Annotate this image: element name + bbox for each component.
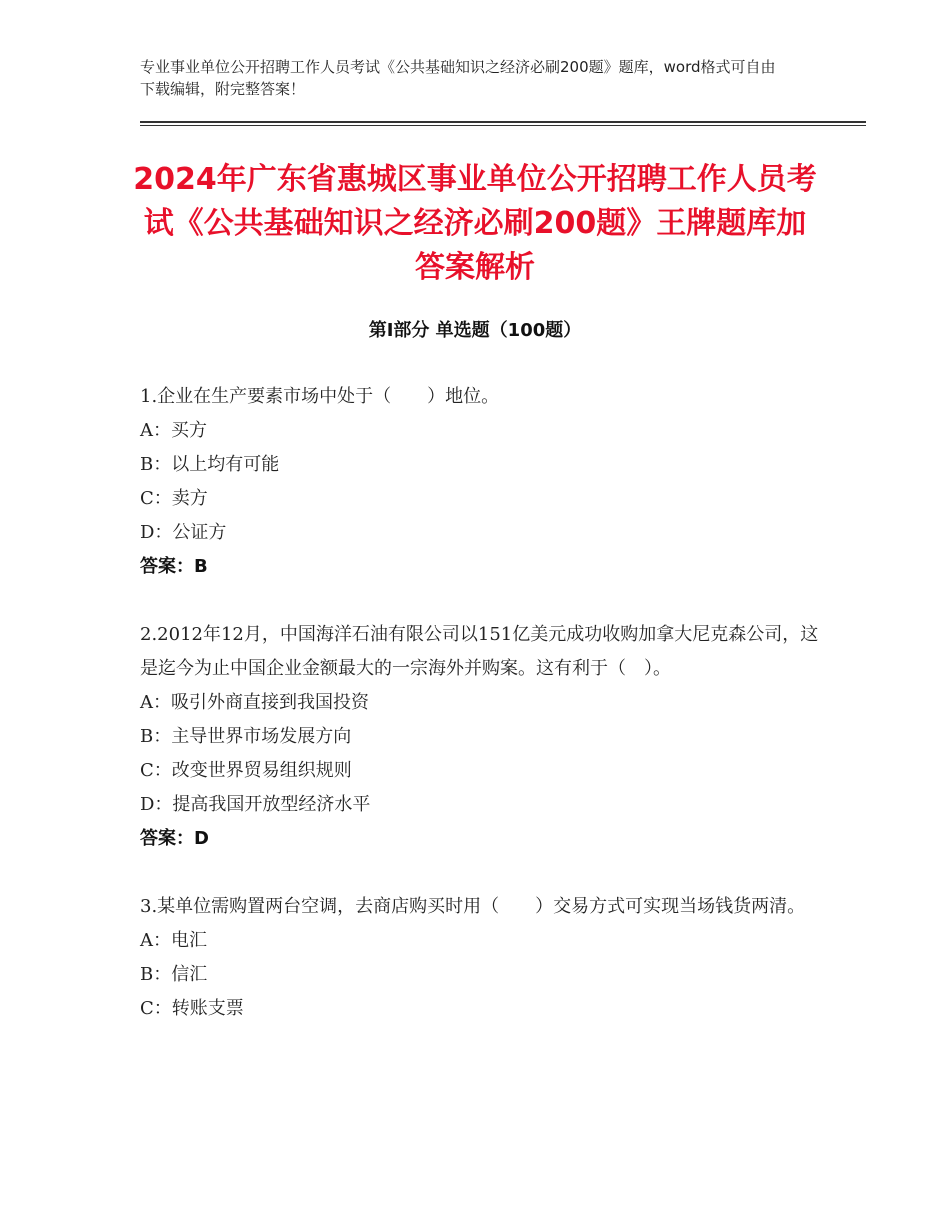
question-list: [140, 380, 820, 1060]
option-d: D：公证方: [140, 522, 227, 543]
option-b: B：主导世界市场发展方向: [140, 726, 352, 747]
question-stem: 1.企业在生产要素市场中处于（ ）地位。: [140, 386, 500, 407]
option-b: B：信汇: [140, 964, 208, 985]
question-1: [140, 380, 820, 584]
header-divider-thick: [140, 121, 866, 123]
option-c: C：转账支票: [140, 998, 244, 1019]
question-3: [140, 890, 820, 1026]
option-a: A：吸引外商直接到我国投资: [140, 692, 369, 713]
option-b: B：以上均有可能: [140, 454, 280, 475]
question-2: [140, 618, 820, 856]
option-a: A：电汇: [140, 930, 207, 951]
answer: 答案：B: [140, 556, 208, 577]
document-title: 2024年广东省惠城区事业单位公开招聘工作人员考试《公共基础知识之经济必刷200题》王牌题库加答案解析: [133, 162, 817, 285]
header-note: 专业事业单位公开招聘工作人员考试《公共基础知识之经济必刷200题》题库，word格式可自由下载编辑，附完整答案！: [140, 58, 776, 98]
section-heading: 第Ⅰ部分 单选题（100题）: [368, 320, 582, 341]
question-stem: 3.某单位需购置两台空调，去商店购买时用（ ）交易方式可实现当场钱货两清。: [140, 896, 806, 917]
answer: 答案：D: [140, 828, 209, 849]
option-d: D：提高我国开放型经济水平: [140, 794, 371, 815]
option-c: C：卖方: [140, 488, 208, 509]
question-stem: 2.2012年12月，中国海洋石油有限公司以151亿美元成功收购加拿大尼克森公司，这是迄今为止中国企业金额最大的一宗海外并购案。这有利于（ ）。: [140, 624, 819, 679]
option-a: A：买方: [140, 420, 207, 441]
header-divider-thin: [140, 125, 866, 126]
option-c: C：改变世界贸易组织规则: [140, 760, 352, 781]
